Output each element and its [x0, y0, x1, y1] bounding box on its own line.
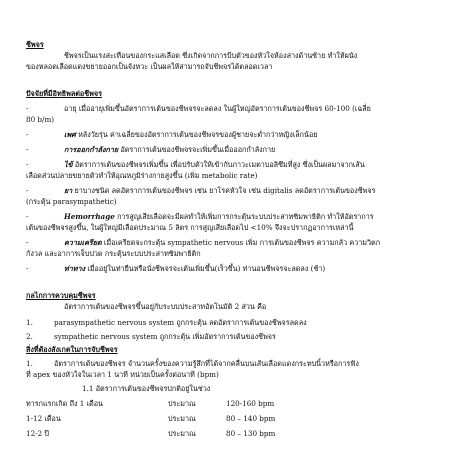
bullet-dash: - [26, 264, 29, 273]
sub-heading: 1.1 อัตราการเต้นของชีพจรปกติอยู่ในช่วง [82, 384, 211, 393]
table-cell-age: 12-2 ปี [26, 429, 49, 438]
factor-hemorrhage-text: การสูญเสียเลือดจะมีผลทำให้เพิ่มการกระตุ้นระบบประสาทซิมพาธิติก ทำให้อัตราการ [117, 212, 374, 221]
factor-exercise-line [64, 145, 275, 154]
table-cell-approx: ประมาณ [168, 414, 196, 423]
assess-item-line-1: อัตราการเต้นของชีพจร จำนวนครั้งของความรู้สึกที่ได้จากคลื่นบนเส้นเลือดแดงกระทบนิ้วหรือการฟัง [54, 359, 359, 368]
factor-stress-line-1 [64, 238, 380, 247]
bullet-dash: - [26, 212, 29, 221]
assess-heading: สิ่งที่ต้องสังเกตในการจับชีพจร [26, 345, 118, 354]
intro-line-2: ของหลอดเลือดแดงขยายออกเป็นจังหวะ เป็นผลให้สามารถจับชีพจรได้ตลอดเวลา [26, 62, 273, 71]
table-cell-age: 1-12 เดือน [26, 414, 61, 423]
bullet-dash: - [26, 160, 29, 169]
factor-hemorrhage-line-2: เต้นของชีพจรสูงขึ้น, ในผู้ใหญ่มีเลือดประมาณ 5 ลิตร การสูญเสียเลือดไป <10% จึงจะปรากฏอาการเหล่านี้ [26, 223, 354, 232]
factor-fever-lead: ไข้ [64, 160, 73, 169]
factor-fever-text: อัตราการเต้นของชีพจรเพิ่มขึ้น เพื่อปรับตัวให้เข้ากับภาวะเมตาบอลิซึมที่สูง ซึ่งเป็นผลมาจากเส้น [74, 160, 365, 169]
bullet-dash: - [26, 145, 29, 154]
assess-item-number: 1. [26, 359, 33, 368]
control-item-sympathetic: sympathetic nervous system ถูกกระตุ้น เพิ่มอัตราการเต้นของชีพจร [54, 332, 276, 341]
factor-fever-line-1 [64, 160, 365, 169]
factor-age-line-2: 80 b/m) [26, 115, 55, 124]
factor-sex-text: หลังวัยรุ่น ค่าเฉลี่ยของอัตราการเต้นของชีพจรของผู้ชายจะต่ำกว่าหญิงเล็กน้อย [78, 130, 318, 139]
bullet-dash: - [26, 104, 29, 113]
factor-stress-lead: ความเครียด [64, 238, 102, 247]
factor-drug-text: ยาบางชนิด ลดอัตราการเต้นของชีพจร เช่น ยาโรคหัวใจ เช่น digitalis ลดอัตราการเต้นของชีพจร [74, 186, 376, 195]
table-cell-range: 80 – 140 bpm [226, 414, 276, 423]
factors-heading: ปัจจัยที่มีอิทธิพลต่อชีพจร [26, 89, 102, 98]
table-cell-range: 120-160 bpm [226, 399, 275, 408]
table-cell-age: ทารกแรกเกิด ถึง 1 เดือน [26, 399, 103, 408]
factor-drug-lead: ยา [64, 186, 73, 195]
factor-sex-lead: เพศ [64, 130, 76, 139]
table-cell-range: 80 – 130 bpm [226, 429, 276, 438]
factor-posture-line [64, 264, 325, 273]
bullet-dash: - [26, 238, 29, 247]
factor-stress-text: เมื่อเครียดจะกระตุ้น sympathetic nervous เพิ่ม การเต้นของชีพจร ความกลัว ความวิตก [103, 238, 381, 247]
bullet-dash: - [26, 130, 29, 139]
factor-age-line-1: อายุ เมื่ออายุเพิ่มขึ้นอัตราการเต้นของชีพจรจะลดลง ในผู้ใหญ่อัตราการเต้นของชีพจร 60-100 (เฉลี่ย [64, 104, 371, 113]
factor-hemorrhage-lead: Hemorrhage [64, 212, 115, 221]
intro-line-1: ชีพจรเป็นแรงสะเทือนของกระแสเลือด ซึ่งเกิดจากการบีบตัวของหัวใจห้องล่างด้านซ้าย ทำให้ผนัง [64, 51, 358, 60]
factor-posture-text: เมื่ออยู่ในท่ายืนหรือนั่งชีพจรจะเต้นเพิ่มขึ้น(เร็วขึ้น) ท่านอนชีพจรจะลดลง (ช้า) [87, 264, 326, 273]
factor-stress-line-2: กังวล และอาการเจ็บปวด กระตุ้นระบบประสาทซิมพาธิติก [26, 249, 201, 258]
control-heading: กลไกการควบคุมชีพจร [26, 291, 96, 300]
control-item-number: 2. [26, 332, 33, 341]
factor-drug-line-2: (กระตุ้น parasympathetic) [26, 197, 117, 206]
assess-item-line-2: ที่ apex ของหัวใจในเวลา 1 นาที หน่วยเป็นครั้งต่อนาที (bpm) [26, 370, 219, 379]
factor-exercise-lead: การออกกำลังกาย [64, 145, 119, 154]
factor-hemorrhage-line-1 [64, 212, 374, 221]
control-item-parasympathetic: parasympathetic nervous system ถูกกระตุ้น ลดอัตราการเต้นของชีพจรลดลง [54, 318, 307, 327]
bullet-dash: - [26, 186, 29, 195]
table-cell-approx: ประมาณ [168, 399, 196, 408]
factor-fever-line-2: เลือดส่วนปลายขยายตัวทำให้อุณหภูมิร่างกายสูงขึ้น (เพิ่ม metabolic rate) [26, 171, 258, 180]
table-cell-approx: ประมาณ [168, 429, 196, 438]
factor-posture-lead: ท่าทาง [64, 264, 86, 273]
factor-sex-line [64, 130, 317, 139]
page-title: ชีพจร [26, 40, 44, 49]
factor-drug-line-1 [64, 186, 375, 195]
factor-exercise-text: อัตราการเต้นของชีพจรจะเพิ่มขึ้นเมื่อออกกำลังกาย [120, 145, 276, 154]
control-intro: อัตราการเต้นของชีพจรขึ้นอยู่กับระบบประสาทอัตโนมัติ 2 ส่วน คือ [64, 302, 267, 311]
control-item-number: 1. [26, 318, 33, 327]
